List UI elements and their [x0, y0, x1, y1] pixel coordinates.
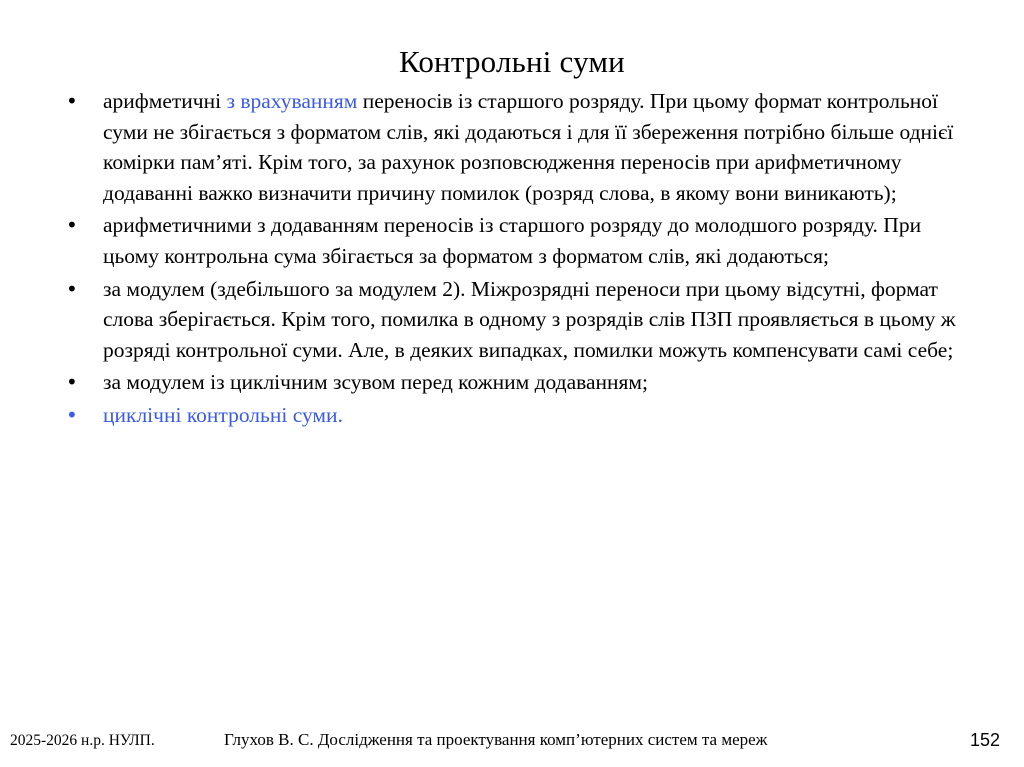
footer-academic-year: 2025-2026 н.р. НУЛП.	[10, 732, 155, 749]
plain-text: арифметичними з додаванням переносів із старшого розряду до молодшого розряду. При цьому контрольна сума збігається за форматом з форматом слів, які додаються;	[103, 213, 922, 268]
bullet-cyclic-checksums	[58, 400, 970, 431]
bullet-point-icon: •	[66, 213, 78, 238]
bullet-point-icon: •	[66, 402, 78, 427]
footer-course-title: Глухов В. С. Дослідження та проектування комп’ютерних систем та мереж	[224, 730, 768, 749]
highlighted-text: циклічні контрольні суми.	[103, 402, 343, 427]
plain-text: переносів із старшого розряду. При цьому формат контрольної суми не збігається з форматом слів, які додаються і для її збереження потрібно більше однієї комірки пам’яті. Крім того, за рахунок розповсюдження переносів при арифметичному додаванні важко визначити причину помилок (розряд слова, в якому вони виникають);	[103, 89, 954, 205]
page-title: Контрольні суми	[399, 43, 625, 79]
bullet-point-icon: •	[66, 276, 78, 301]
plain-text: за модулем (здебільшого за модулем 2). Міжрозрядні переноси при цьому відсутні, формат слова зберігається. Крім того, помилка в одному з розрядів слів ПЗП проявляється в цьому ж розряді контрольної суми. Але, в деяких випадках, помилки можуть компенсувати самі себе;	[103, 276, 956, 362]
bullet-arithmetic-end-around-carry	[58, 210, 970, 271]
plain-text: арифметичні	[103, 89, 227, 113]
bullet-arithmetic-with-carry	[58, 86, 970, 208]
bullet-list	[58, 86, 970, 433]
plain-text: за модулем із циклічним зсувом перед кожним додаванням;	[103, 370, 649, 395]
bullet-modulo	[58, 274, 970, 366]
bullet-text	[103, 367, 970, 398]
bullet-text	[103, 210, 970, 271]
footer-page-number: 152	[969, 730, 1000, 750]
bullet-text	[103, 400, 970, 431]
bullet-text	[103, 274, 970, 366]
bullet-point-icon: •	[66, 89, 78, 113]
highlighted-text: з врахуванням	[226, 89, 358, 113]
slide-footer	[0, 723, 1024, 767]
bullet-modulo-cyclic-shift	[58, 367, 970, 398]
bullet-point-icon: •	[66, 370, 78, 395]
bullet-text	[103, 86, 970, 208]
